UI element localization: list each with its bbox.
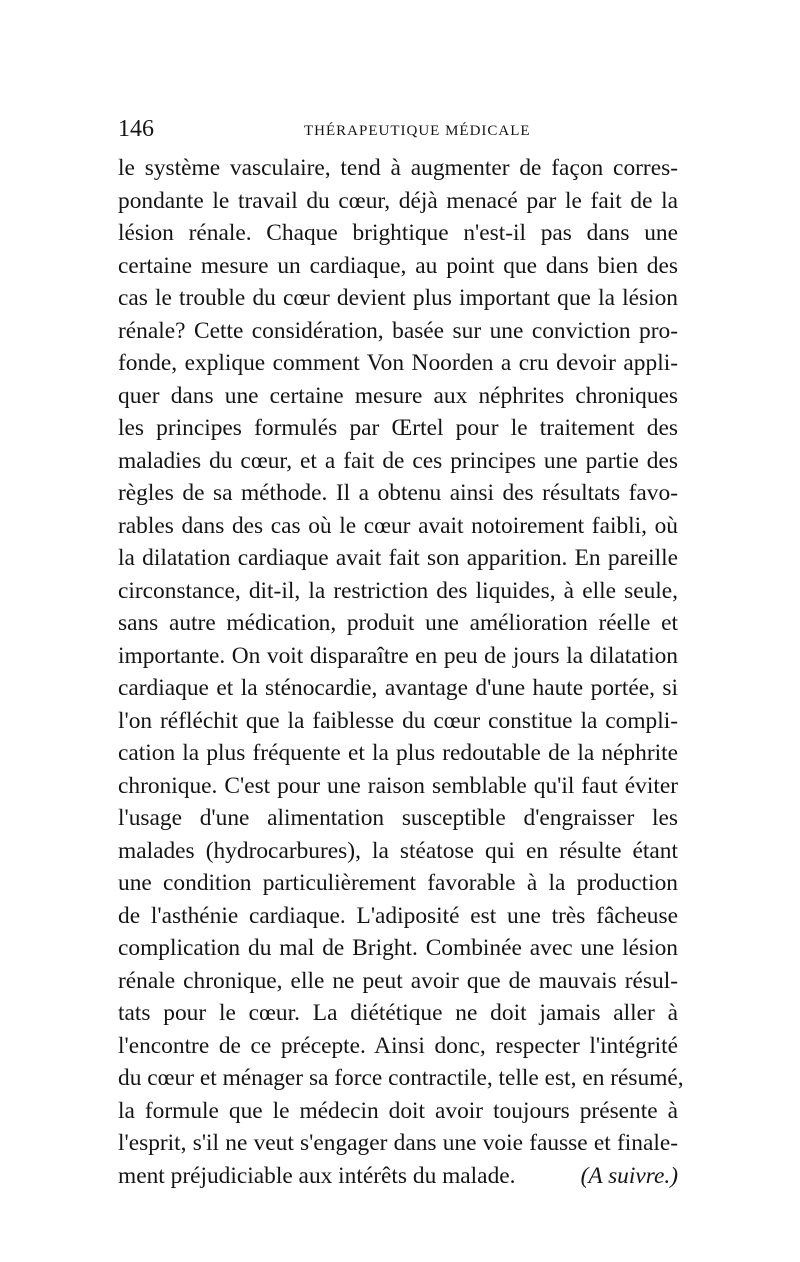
text-line: sans autre médication, produit une amélioration réelle et — [118, 610, 678, 636]
text-line: l'encontre de ce précepte. Ainsi donc, respecter l'intégrité — [118, 1032, 678, 1059]
text-line: quer dans une certaine mesure aux néphrites chroniques — [118, 382, 678, 409]
running-title: THÉRAPEUTIQUE MÉDICALE — [304, 123, 531, 139]
text-line: rénale? Cette considération, basée sur une conviction pro- — [118, 317, 678, 344]
text-line: l'esprit, s'il ne veut s'engager dans une voie fausse et finale- — [118, 1130, 678, 1156]
text-line: l'usage d'une alimentation susceptible d'engraisser les — [118, 805, 678, 831]
text-line: importante. On voit disparaître en peu de jours la dilatation — [118, 642, 678, 669]
text-line: la formule que le médecin doit avoir toujours présente à — [118, 1097, 678, 1124]
final-line-text: ment préjudiciable aux intérêts du malade. — [118, 1162, 516, 1189]
text-line: du cœur et ménager sa force contractile, telle est, en résumé, — [118, 1065, 684, 1091]
text-line: malades (hydrocarbures), la stéatose qui en résulte étant — [118, 837, 678, 864]
text-line: les principes formulés par Œrtel pour le traitement des — [118, 415, 678, 441]
page-number: 146 — [118, 116, 154, 142]
text-line: certaine mesure un cardiaque, au point que dans bien des — [118, 252, 678, 279]
text-line: l'on réfléchit que la faiblesse du cœur constitue la compli- — [118, 707, 678, 734]
text-line: circonstance, dit-il, la restriction des liquides, à elle seule, — [118, 577, 678, 604]
text-line: maladies du cœur, et a fait de ces principes une partie des — [118, 447, 678, 474]
text-line: le système vasculaire, tend à augmenter de façon corres- — [118, 155, 678, 181]
text-line: cas le trouble du cœur devient plus important que la lésion — [118, 285, 678, 311]
text-line: rables dans des cas où le cœur avait notoirement faibli, où — [118, 512, 678, 539]
text-line: règles de sa méthode. Il a obtenu ainsi des résultats favo- — [118, 480, 678, 506]
continuation-note: (A suivre.) — [580, 1162, 678, 1189]
text-line: fonde, explique comment Von Noorden a cru devoir appli- — [118, 350, 678, 376]
body-text — [118, 152, 684, 1192]
text-line: lésion rénale. Chaque brightique n'est-il pas dans une — [118, 220, 678, 246]
text-line: chronique. C'est pour une raison semblable qu'il faut éviter — [118, 772, 678, 799]
text-line: tats pour le cœur. La diététique ne doit jamais aller à — [118, 1000, 678, 1026]
running-head — [118, 112, 678, 146]
text-line: cation la plus fréquente et la plus redoutable de la néphrite — [118, 740, 678, 766]
text-line: une condition particulièrement favorable à la production — [118, 870, 678, 896]
text-line: complication du mal de Bright. Combinée avec une lésion — [118, 935, 678, 961]
text-line: de l'asthénie cardiaque. L'adiposité est une très fâcheuse — [118, 902, 678, 929]
text-line: rénale chronique, elle ne peut avoir que de mauvais résul- — [118, 967, 678, 994]
text-line: la dilatation cardiaque avait fait son apparition. En pareille — [118, 545, 678, 571]
final-line — [118, 1160, 678, 1193]
text-line: pondante le travail du cœur, déjà menacé par le fait de la — [118, 187, 678, 214]
text-line: cardiaque et la sténocardie, avantage d'une haute portée, si — [118, 675, 678, 701]
